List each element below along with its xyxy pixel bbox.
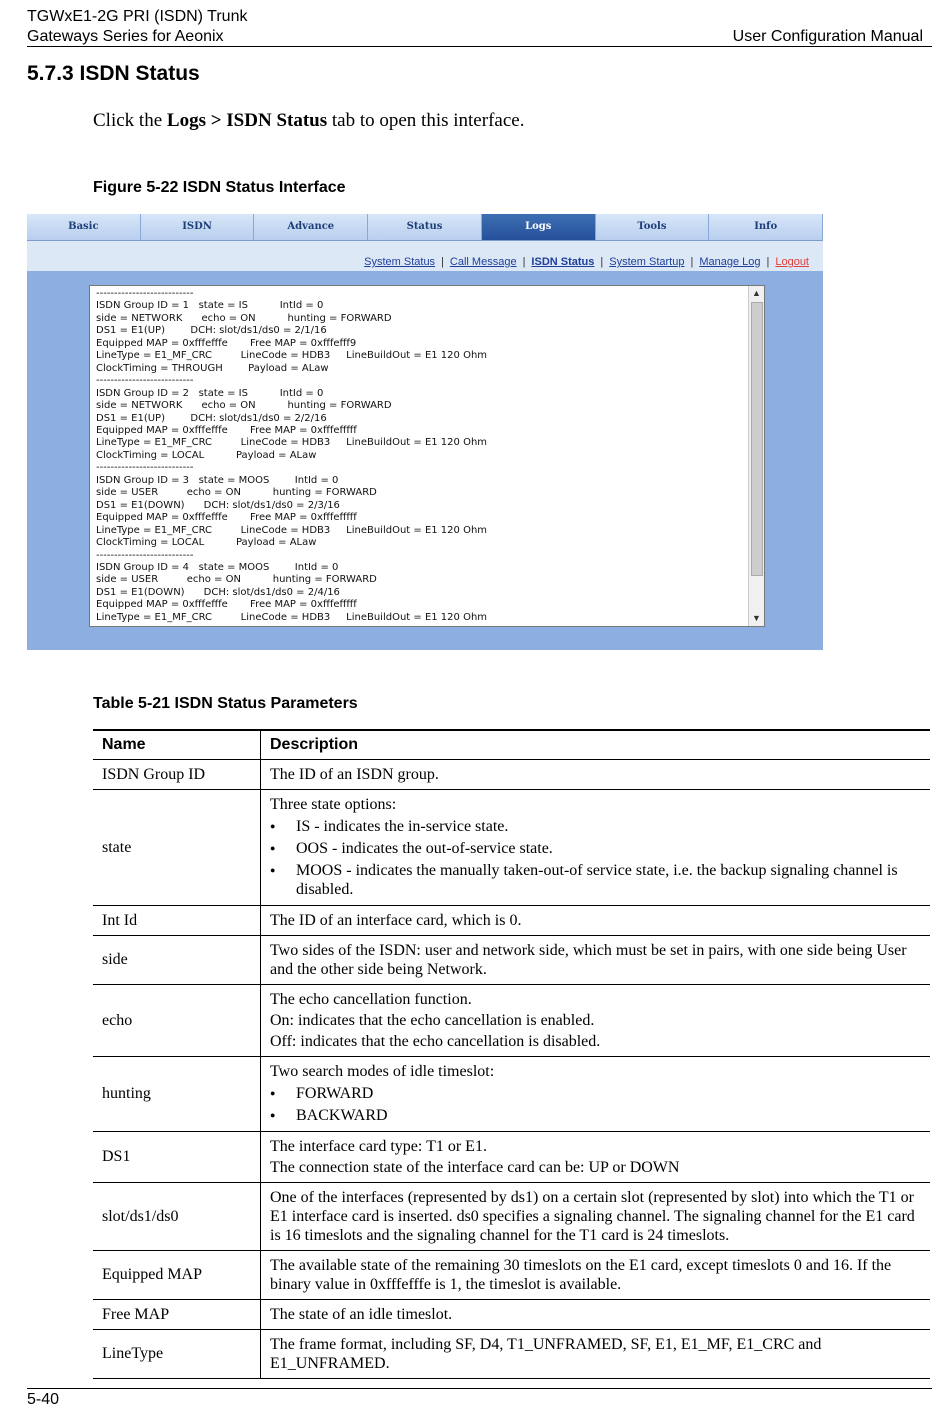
intro-path: Logs > ISDN Status: [166, 110, 328, 131]
tab-advance[interactable]: Advance: [254, 214, 368, 240]
header-line-1: TGWxE1-2G PRI (ISDN) Trunk: [27, 8, 248, 25]
param-name: ISDN Group ID: [93, 760, 261, 790]
option-item: ● OOS - indicates the out-of-service state.: [296, 839, 921, 858]
table-row: [93, 1330, 930, 1379]
running-header-right: User Configuration Manual: [732, 28, 923, 45]
description-line: Three state options:: [270, 796, 397, 813]
table-row: [93, 1183, 930, 1251]
description-line: The frame format, including SF, D4, T1_UNFRAMED, SF, E1, E1_MF, E1_CRC and E1_UNFRAMED.: [270, 1336, 822, 1372]
param-description: [261, 1183, 931, 1251]
link-system-startup[interactable]: System Startup: [609, 256, 685, 268]
col-header-name: Name: [93, 730, 261, 760]
description-line: The connection state of the interface card can be: UP or DOWN: [270, 1159, 680, 1176]
main-nav: [27, 214, 823, 241]
option-item: ● IS - indicates the in-service state.: [296, 817, 921, 836]
param-description: [261, 936, 931, 985]
table-row: [93, 1300, 930, 1330]
sub-nav-separator: |: [441, 256, 444, 268]
description-line: One of the interfaces (represented by ds1) on a certain slot (represented by slot) into which the T1 or E1 interface card is inserted. ds0 specifies a signaling channel. The signaling channel for the E1 card is 16 timeslots and the signaling channel for the T1 card is 24 timeslots.: [270, 1189, 915, 1244]
tab-basic[interactable]: Basic: [27, 214, 141, 240]
sub-nav-separator: |: [522, 256, 526, 268]
sub-nav-links: [364, 256, 809, 268]
option-list: [270, 1084, 921, 1125]
sub-nav-separator: |: [690, 256, 694, 268]
param-name: DS1: [93, 1132, 261, 1183]
param-name: Int Id: [93, 906, 261, 936]
log-scrollbar[interactable]: [748, 286, 764, 626]
scroll-thumb[interactable]: [751, 302, 763, 576]
param-description: [261, 985, 931, 1057]
running-header-left: [27, 7, 247, 47]
header-rule: [27, 46, 932, 47]
intro-paragraph: [93, 110, 524, 132]
page-number: 5-40: [27, 1391, 60, 1408]
param-name: echo: [93, 985, 261, 1057]
description-line: Off: indicates that the echo cancellation is disabled.: [270, 1033, 601, 1050]
param-name: Equipped MAP: [93, 1251, 261, 1300]
scroll-up-icon[interactable]: ▲: [752, 288, 761, 298]
isdn-status-parameters-table: [93, 729, 930, 1379]
link-manage-log[interactable]: Manage Log: [699, 256, 761, 268]
description-line: The state of an idle timeslot.: [270, 1306, 453, 1323]
table-row: [93, 790, 930, 906]
tab-tools[interactable]: Tools: [596, 214, 710, 240]
param-description: [261, 790, 931, 906]
param-description: [261, 1251, 931, 1300]
param-name: hunting: [93, 1057, 261, 1132]
header-line-2: Gateways Series for Aeonix: [27, 28, 224, 45]
tab-info[interactable]: Info: [709, 214, 823, 240]
sub-nav-separator: |: [600, 256, 604, 268]
param-name: Free MAP: [93, 1300, 261, 1330]
description-line: Two sides of the ISDN: user and network side, which must be set in pairs, with one side being User and the other side being Network.: [270, 942, 907, 978]
table-row: [93, 1251, 930, 1300]
option-item: ● MOOS - indicates the manually taken-out-of service state, i.e. the backup signaling channel is disabled.: [296, 861, 921, 899]
description-line: The interface card type: T1 or E1.: [270, 1138, 487, 1155]
table-row: [93, 1132, 930, 1183]
col-header-description: Description: [261, 730, 931, 760]
tab-logs[interactable]: Logs: [482, 214, 596, 240]
tab-isdn[interactable]: ISDN: [141, 214, 255, 240]
param-name: side: [93, 936, 261, 985]
option-item: ● BACKWARD: [296, 1106, 921, 1125]
link-call-message[interactable]: Call Message: [449, 256, 517, 268]
param-description: [261, 906, 931, 936]
option-list: [270, 817, 921, 899]
log-text: --------------------------- ISDN Group ID = 1 state = IS IntId = 0 side = NETWORK echo = ON hunting = FORWARD DS1 = E1(UP) DCH: slot/ds1/ds0 = 2/1/16 Equipped MAP = 0xfffefffe Free MAP = 0xfffefff9 LineType = E1_MF_CRC LineCode = HDB3 LineBuildOut = E1 120 Ohm ClockTiming = THROUGH Payload = ALaw --------------------------- ISDN Group ID = 2 state = IS IntId = 0 side = NETWORK echo = ON hunting = FORWARD DS1 = E1(UP) DCH: slot/ds1/ds0 = 2/2/16 Equipped MAP = 0xfffefffe Free MAP = 0xfffefffff LineType = E1_MF_CRC LineCode = HDB3 LineBuildOut = E1 120 Ohm ClockTiming = LOCAL Payload = ALaw --------------------------- ISDN Group ID = 3 state = MOOS IntId = 0 side = USER echo = ON hunting = FORWARD DS1 = E1(DOWN) DCH: slot/ds1/ds0 = 2/3/16 Equipped MAP = 0xfffefffe Free MAP = 0xfffefffff LineType = E1_MF_CRC LineCode = HDB3 LineBuildOut = E1 120 Ohm ClockTiming = LOCAL Payload = ALaw --------------------------- ISDN Group ID = 4 state = MOOS IntId = 0 side = USER echo = ON hunting = FORWARD DS1 = E1(DOWN) DCH: slot/ds1/ds0 = 2/4/16 Equipped MAP = 0xfffefffe Free MAP = 0xfffefffff LineType = E1_MF_CRC LineCode = HDB3 LineBuildOut = E1 120 Ohm: [96, 288, 488, 623]
param-description: [261, 1300, 931, 1330]
table-row: [93, 760, 930, 790]
intro-text-end: tab to open this interface.: [327, 110, 525, 131]
section-title: 5.7.3 ISDN Status: [27, 62, 200, 85]
intro-text: Click the: [93, 110, 167, 131]
param-name: LineType: [93, 1330, 261, 1379]
table-row: [93, 1057, 930, 1132]
param-description: [261, 760, 931, 790]
param-description: [261, 1330, 931, 1379]
param-description: [261, 1057, 931, 1132]
description-line: The ID of an ISDN group.: [270, 766, 439, 783]
isdn-status-screenshot: [27, 214, 823, 650]
param-name: state: [93, 790, 261, 906]
sub-nav: [27, 241, 823, 271]
scroll-down-icon[interactable]: ▼: [752, 613, 761, 623]
description-line: The ID of an interface card, which is 0.: [270, 912, 522, 929]
tab-status[interactable]: Status: [368, 214, 482, 240]
description-line: Two search modes of idle timeslot:: [270, 1063, 495, 1080]
table-header-row: [93, 730, 930, 760]
table-row: [93, 906, 930, 936]
sub-nav-separator: |: [766, 256, 770, 268]
description-line: The echo cancellation function.: [270, 991, 472, 1008]
link-logout[interactable]: Logout: [775, 256, 809, 268]
footer-rule: [27, 1388, 932, 1389]
param-name: slot/ds1/ds0: [93, 1183, 261, 1251]
table-row: [93, 936, 930, 985]
link-system-status[interactable]: System Status: [364, 256, 436, 268]
table-caption: Table 5-21 ISDN Status Parameters: [93, 695, 358, 712]
description-line: The available state of the remaining 30 timeslots on the E1 card, except timeslots 0 and 16. If the binary value in 0xfffefffe is 1, the timeslot is available.: [270, 1257, 892, 1293]
param-description: [261, 1132, 931, 1183]
link-isdn-status[interactable]: ISDN Status: [531, 256, 595, 268]
figure-caption: Figure 5-22 ISDN Status Interface: [93, 179, 346, 196]
description-line: On: indicates that the echo cancellation is enabled.: [270, 1012, 595, 1029]
isdn-status-log[interactable]: [89, 285, 765, 627]
option-item: ● FORWARD: [296, 1084, 921, 1103]
table-row: [93, 985, 930, 1057]
